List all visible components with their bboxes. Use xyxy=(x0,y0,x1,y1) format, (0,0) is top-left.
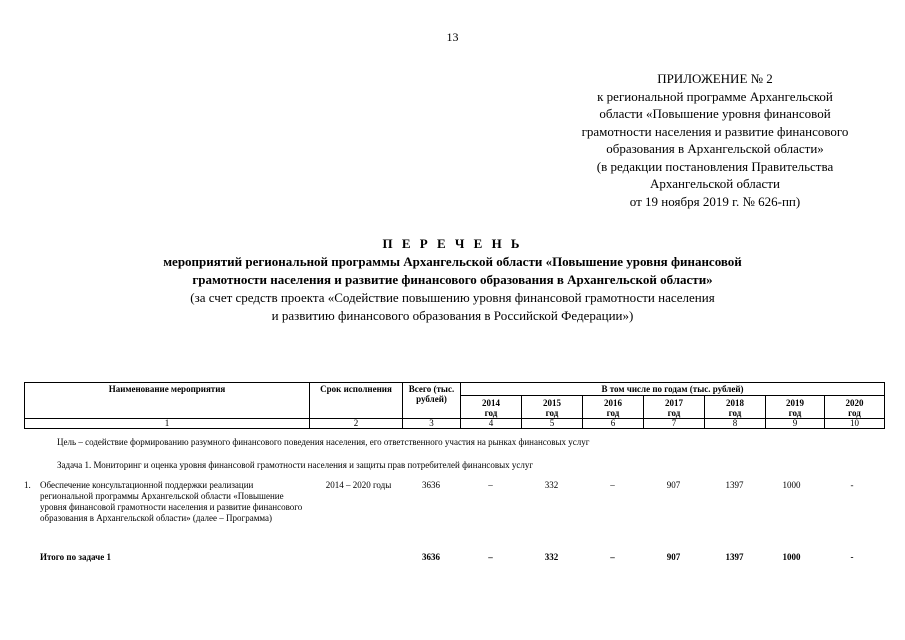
header-by-years: В том числе по годам (тыс. рублей) xyxy=(461,383,885,396)
item-value: 907 xyxy=(666,480,681,490)
column-number: 5 xyxy=(522,419,583,429)
header-year: 2016 год xyxy=(583,396,644,419)
item-value: 332 xyxy=(544,480,559,490)
total-label: Итого по задаче 1 xyxy=(40,552,111,562)
total-sum: 3636 xyxy=(422,552,440,562)
header-year: 2014 год xyxy=(461,396,522,419)
header-year: 2015 год xyxy=(522,396,583,419)
total-value: 1397 xyxy=(725,552,744,562)
task-text: Задача 1. Мониторинг и оценка уровня финансовой грамотности населения и защиты прав потребителей финансовых услуг xyxy=(57,460,534,470)
item-total: 3636 xyxy=(422,480,440,490)
column-number: 7 xyxy=(644,419,705,429)
page-number: 13 xyxy=(446,30,459,44)
item-value: - xyxy=(850,480,854,490)
total-value: – xyxy=(610,552,615,562)
total-value: – xyxy=(488,552,493,562)
total-value: 1000 xyxy=(782,552,801,562)
goal-text: Цель – содействие формированию разумного финансового поведения населения, его ответственного участия на рынках финансовых услуг xyxy=(57,437,590,447)
appendix-line: Архангельской области xyxy=(650,176,780,191)
item-name: Обеспечение консультационной поддержки реализации региональной программы Архангельской области «Повышение уровня финансовой грамотности населения и развитие финансового образования в Архангельской области» (далее – Программа) xyxy=(40,480,303,523)
document-title xyxy=(0,235,905,325)
title-subline: и развитию финансового образования в Российской Федерации») xyxy=(271,308,634,323)
column-number: 9 xyxy=(766,419,825,429)
appendix-line: грамотности населения и развитие финансового xyxy=(581,123,849,139)
header-year: 2020 год xyxy=(825,396,885,419)
appendix-line: от 19 ноября 2019 г. № 626-пп) xyxy=(629,193,801,209)
item-value: – xyxy=(610,480,615,490)
header-year: 2019 год xyxy=(766,396,825,419)
title-main: П Е Р Е Ч Е Н Ь xyxy=(382,236,523,251)
appendix-block xyxy=(560,70,870,210)
header-year: 2017 год xyxy=(644,396,705,419)
column-number: 6 xyxy=(583,419,644,429)
title-line: грамотности населения и развитие финансового образования в Архангельской области» xyxy=(192,272,713,287)
column-number: 1 xyxy=(25,419,310,429)
measures-table xyxy=(24,382,885,429)
total-value: - xyxy=(850,552,854,562)
title-line: мероприятий региональной программы Архангельской области «Повышение уровня финансовой xyxy=(163,254,742,269)
appendix-line: ПРИЛОЖЕНИЕ № 2 xyxy=(657,71,773,86)
column-number: 4 xyxy=(461,419,522,429)
item-value: 1000 xyxy=(782,480,801,490)
column-number: 2 xyxy=(310,419,403,429)
item-term: 2014 – 2020 годы xyxy=(325,480,392,490)
column-number: 10 xyxy=(825,419,885,429)
header-total: Всего (тыс. рублей) xyxy=(403,383,461,419)
appendix-line: (в редакции постановления Правительства xyxy=(596,158,834,174)
column-number: 3 xyxy=(403,419,461,429)
total-value: 907 xyxy=(666,552,681,562)
header-year: 2018 год xyxy=(705,396,766,419)
header-term: Срок исполнения xyxy=(310,383,403,419)
title-subline: (за счет средств проекта «Содействие повышению уровня финансовой грамотности населения xyxy=(190,290,715,305)
column-number-row xyxy=(25,419,885,429)
item-value: 1397 xyxy=(725,480,744,490)
item-value: – xyxy=(488,480,493,490)
appendix-line: образования в Архангельской области» xyxy=(606,141,824,156)
appendix-line: области «Повышение уровня финансовой xyxy=(599,106,831,121)
appendix-line: к региональной программе Архангельской xyxy=(597,88,833,104)
column-number: 8 xyxy=(705,419,766,429)
item-number: 1. xyxy=(24,480,31,490)
header-name: Наименование мероприятия xyxy=(25,383,310,419)
total-value: 332 xyxy=(544,552,559,562)
